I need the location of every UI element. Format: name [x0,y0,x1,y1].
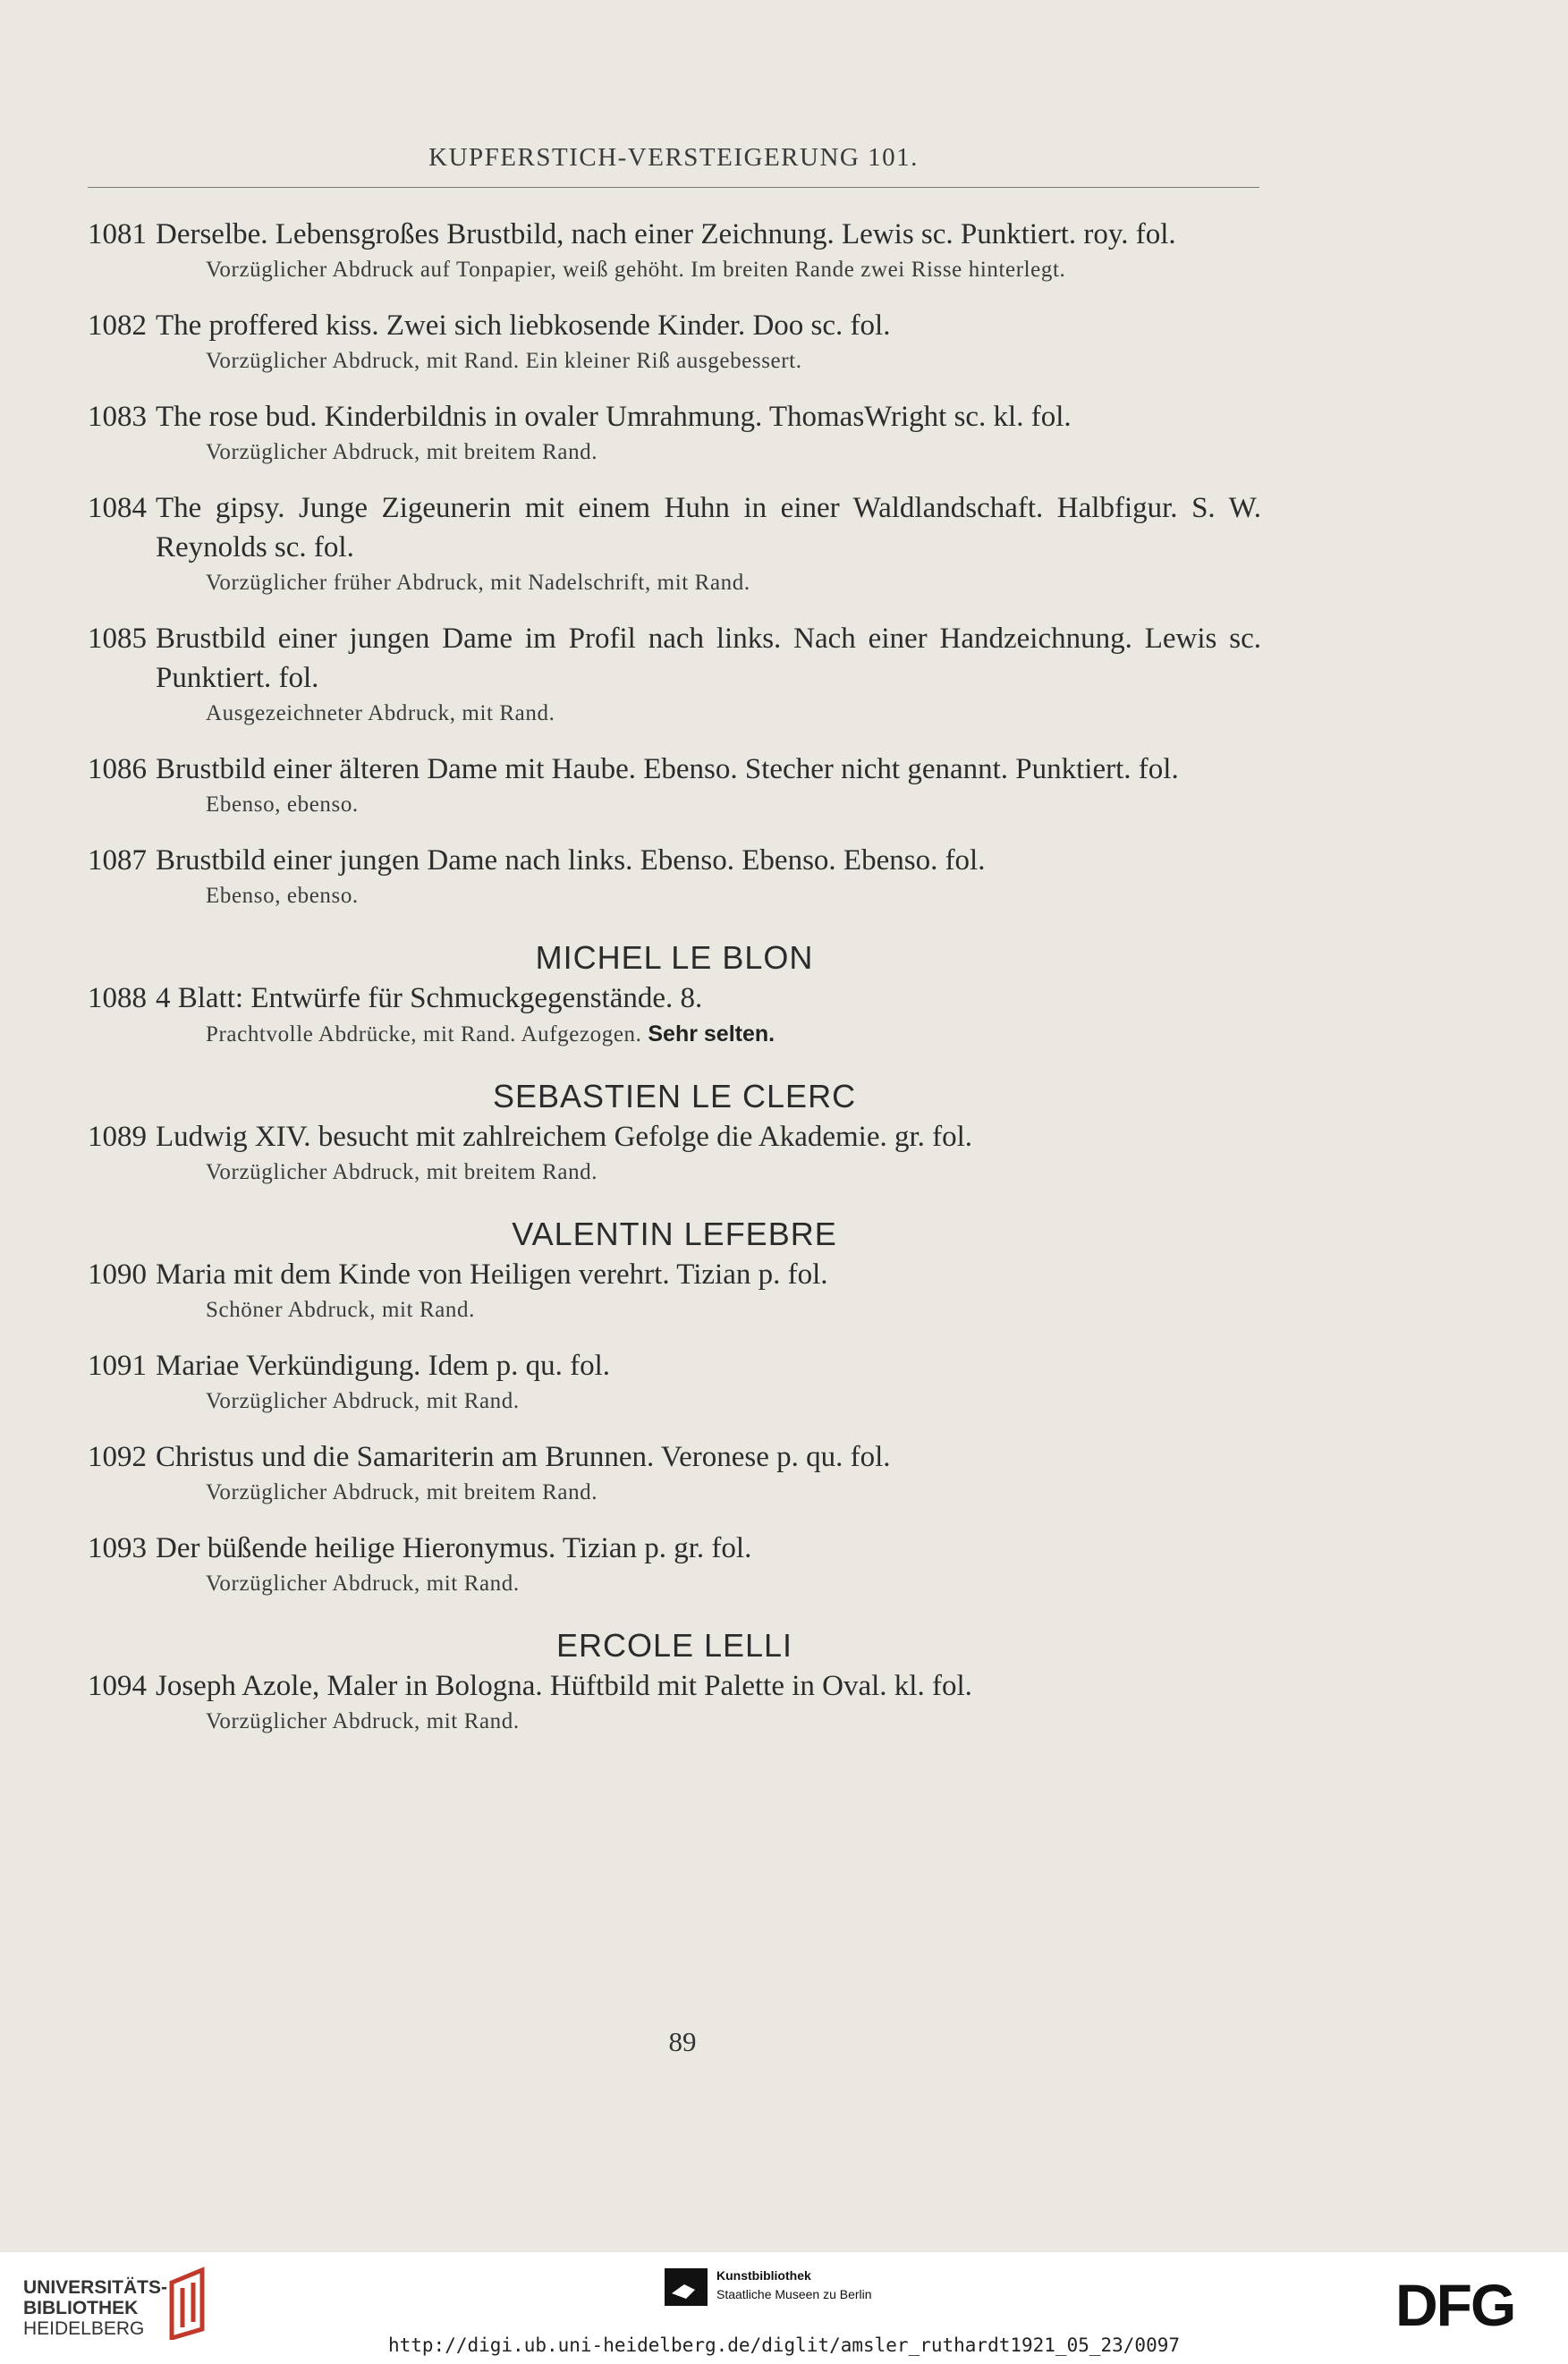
entry-number: 1082 [88,309,147,342]
entry-1091 [88,1346,1261,1418]
header-rule [88,187,1259,188]
entry-note: Vorzüglicher Abdruck, mit Rand. [206,1572,520,1596]
entry-1084 [88,488,1261,599]
entry-text: The proffered kiss. Zwei sich liebkosende Kinder. Doo sc. fol. [156,309,891,342]
kunstbibliothek-subtitle: Staatliche Museen zu Berlin [716,2287,872,2301]
entry-note: Vorzüglicher Abdruck, mit Rand. [206,1389,520,1413]
page-number: 89 [668,2026,697,2057]
entry-text: Derselbe. Lebensgroßes Brustbild, nach einer Zeichnung. Lewis sc. Punktiert. roy. fol. [156,218,1176,250]
entry-text: 4 Blatt: Entwürfe für Schmuckgegenstände. 8. [156,982,703,1014]
entry-number: 1086 [88,753,147,785]
entry-text: Ludwig XIV. besucht mit zahlreichem Gefolge die Akademie. gr. fol. [156,1121,973,1153]
entry-note: Vorzüglicher Abdruck, mit breitem Rand. [206,1160,598,1184]
ub-heidelberg-logo-icon [159,2267,218,2343]
entry-1081 [88,215,1261,286]
entry-number: 1083 [88,401,147,433]
entry-note: Vorzüglicher früher Abdruck, mit Nadelschrift, mit Rand. [206,571,750,595]
entry-number: 1085 [88,623,147,655]
dfg-logo: DFG [1395,2272,1515,2338]
entry-number: 1089 [88,1121,147,1153]
entry-1087 [88,841,1261,912]
entry-text: Der büßende heilige Hieronymus. Tizian p. gr. fol. [156,1532,752,1564]
entry-1094 [88,1666,1261,1738]
running-header: KUPFERSTICH-VERSTEIGERUNG 101. [428,143,919,172]
entry-1088 [88,979,1261,1051]
entry-note: Ebenso, ebenso. [206,792,359,817]
entry-number: 1092 [88,1441,147,1473]
section-heading: ERCOLE LELLI [555,1627,793,1664]
permalink-url[interactable]: http://digi.ub.uni-heidelberg.de/diglit/amsler_ruthardt1921_05_23/0097 [387,2334,1180,2356]
entry-number: 1088 [88,982,147,1014]
section-heading: MICHEL LE BLON [535,939,814,976]
entry-note: Ebenso, ebenso. [206,884,359,908]
entry-1082 [88,306,1261,377]
entry-text: Joseph Azole, Maler in Bologna. Hüftbild mit Palette in Oval. kl. fol. [156,1670,972,1702]
entry-number: 1090 [88,1258,147,1291]
entry-note: Vorzüglicher Abdruck, mit breitem Rand. [206,1480,598,1504]
entry-1089 [88,1117,1261,1189]
section-heading: SEBASTIEN LE CLERC [492,1078,857,1114]
entry-text: Christus und die Samariterin am Brunnen. Veronese p. qu. fol. [156,1441,891,1473]
entry-text: Brustbild einer älteren Dame mit Haube. Ebenso. Stecher nicht genannt. Punktiert. fol. [156,753,1179,785]
footer-bar [0,2252,1568,2364]
entry-number: 1093 [88,1532,147,1564]
entry-note: Vorzüglicher Abdruck, mit breitem Rand. [206,440,598,464]
entry-1085 [88,619,1261,730]
entry-1092 [88,1437,1261,1509]
entry-text: The rose bud. Kinderbildnis in ovaler Umrahmung. ThomasWright sc. kl. fol. [156,401,1072,433]
entry-text: Brustbild einer jungen Dame im Profil nach links. Nach einer Handzeichnung. Lewis sc. Punktiert. fol. [156,623,1261,694]
kunstbibliothek-logo-icon [665,2268,708,2309]
entry-note: Vorzüglicher Abdruck auf Tonpapier, weiß gehöht. Im breiten Rande zwei Risse hinterlegt. [206,258,1066,282]
entry-number: 1081 [88,218,147,250]
kunstbibliothek-name: Kunstbibliothek [716,2268,811,2283]
entry-number: 1084 [88,492,147,524]
entry-text: The gipsy. Junge Zigeunerin mit einem Huhn in einer Waldlandschaft. Halbfigur. S. W. Reynolds sc. fol. [156,492,1261,563]
rarity-label: Sehr selten. [648,1021,776,1046]
entry-number: 1091 [88,1350,147,1382]
entry-note: Vorzüglicher Abdruck, mit Rand. Ein kleiner Riß ausgebessert. [206,349,802,373]
entry-1086 [88,750,1261,821]
section-heading: VALENTIN LEFEBRE [512,1216,837,1252]
entry-text: Brustbild einer jungen Dame nach links. Ebenso. Ebenso. Ebenso. fol. [156,844,986,877]
entry-note: Vorzüglicher Abdruck, mit Rand. [206,1709,520,1733]
entry-1090 [88,1255,1261,1326]
entry-note: Ausgezeichneter Abdruck, mit Rand. [206,701,555,725]
entry-note: Prachtvolle Abdrücke, mit Rand. Aufgezogen. Sehr selten. [206,1021,776,1046]
entry-note: Schöner Abdruck, mit Rand. [206,1298,475,1322]
ub-heidelberg-name: UNIVERSITÄTS- BIBLIOTHEK HEIDELBERG [23,2277,168,2339]
entry-text: Mariae Verkündigung. Idem p. qu. fol. [156,1350,611,1382]
catalog-content [88,215,1261,1758]
entry-1083 [88,397,1261,469]
entry-text: Maria mit dem Kinde von Heiligen verehrt. Tizian p. fol. [156,1258,828,1291]
entry-1093 [88,1529,1261,1600]
entry-number: 1094 [88,1670,147,1702]
entry-number: 1087 [88,844,147,877]
